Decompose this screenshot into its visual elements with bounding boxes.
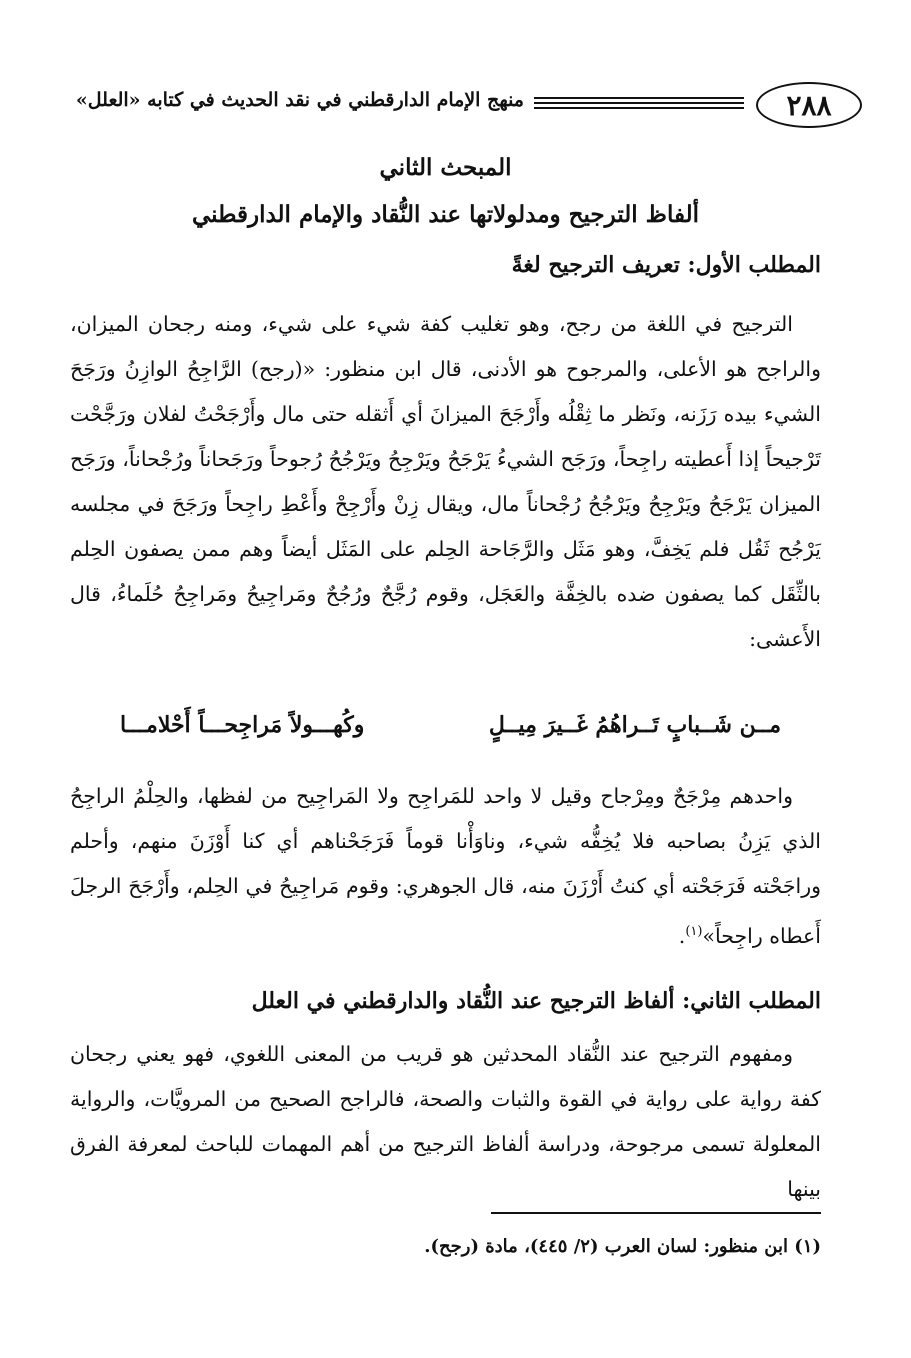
verse-first-hemistich: مــن شَــبابٍ تَــراهُمُ غَــيرَ مِيــلٍ <box>488 712 781 738</box>
section-1-paragraph-1 <box>70 302 821 662</box>
footnote: (١) ابن منظور: لسان العرب (٢/ ٤٤٥)، مادة (رجح). <box>424 1236 821 1257</box>
page-number: ٢٨٨ <box>756 82 862 128</box>
paragraph-text: ومفهوم الترجيح عند النُّقاد المحدثين هو قريب من المعنى اللغوي، فهو يعني رجحان كفة رواية على رواية في القوة والثبات والصحة، فالراجح الصحيح من المرويَّات، والرواية المعلولة تسمى مرجوحة، ودراسة ألفاظ الترجيح من أهم المهمات للباحث لمعرفة الفرق بينها <box>70 1042 821 1201</box>
verse-second-hemistich: وكُهـــولاً مَراجِحـــاً أَحْلامـــا <box>120 712 365 738</box>
paragraph-body: واحدهم مِرْجَحٌ ومِرْجاح وقيل لا واحد للمَراجِح ولا المَراجِيح من لفظها، والحِلْمُ الراجِحُ الذي يَزِنُ بصاحبه فلا يُخِفُّه شيء، وناوَأْنا قوماً فَرَجَحْناهم أي كنا أَوْزَنَ منهم، وأحلم وراجَحْته فَرَجَحْته أي كنتُ أَرْزَنَ منه، قال الجوهري: وقوم مَراجِيحُ في الحِلم، وأَرْجَحَ الرجلَ أَعطاه راجِحاً» <box>70 784 821 948</box>
header-rule <box>534 97 744 109</box>
paragraph-text <box>70 774 821 959</box>
page-header <box>72 82 862 130</box>
chapter-title: المبحث الثاني <box>379 154 512 181</box>
poetry-verse <box>120 712 781 738</box>
section-2-paragraph <box>70 1032 821 1212</box>
footnote-separator <box>491 1212 821 1214</box>
section-2-heading: المطلب الثاني: ألفاظ الترجيح عند النُّقاد والدارقطني في العلل <box>251 988 821 1014</box>
chapter-subtitle: ألفاظ الترجيح ومدلولاتها عند النُّقاد والإمام الدارقطني <box>192 201 699 228</box>
section-1-heading: المطلب الأول: تعريف الترجيح لغةً <box>511 252 821 278</box>
footnote-marker: (١) <box>685 924 703 939</box>
paragraph-text: الترجيح في اللغة من رجح، وهو تغليب كفة شيء على شيء، ومنه رجحان الميزان، والراجح هو الأعلى، والمرجوح هو الأدنى، قال ابن منظور: «(رجح) الرَّاجِحُ الوازِنُ ورَجَحَ الشيء بيده رَزَنه، ونَظر ما ثِقْلُه وأَرْجَحَ الميزانَ أي أَثقله حتى مال وأَرْجَحْتُ لفلان ورَجَّحْت تَرْجيحاً إذا أَعطيته راجِحاً، ورَجَح الشيءُ يَرْجَحُ ويَرْجِحُ ويَرْجُحُ رُجوحاً ورَجَحاناً ورُجْحاناً، ورَجَح الميزان يَرْجَحُ ويَرْجِحُ ويَرْجُحُ رُجْحاناً مال، ويقال زِنْ وأَرْجِحْ وأَعْطِ راجِحاً ورَجَحَ في مجلسه يَرْجُح ثَقُل فلم يَخِفَّ، وهو مَثَل والرَّجَاحة الحِلم على المَثَل أيضاً وهم ممن يصفون الحِلم بالثِّقَل كما يصفون ضده بالخِفَّة والعَجَل، وقوم رُجَّحٌ ورُجُحٌ ومَراجِيحُ ومَراجِحُ حُلَماءُ، قال الأَعشى: <box>70 312 821 651</box>
running-title: منهج الإمام الدارقطني في نقد الحديث في كتابه «العلل» <box>75 89 524 111</box>
paragraph-end: . <box>678 923 686 948</box>
section-1-paragraph-2 <box>70 774 821 959</box>
